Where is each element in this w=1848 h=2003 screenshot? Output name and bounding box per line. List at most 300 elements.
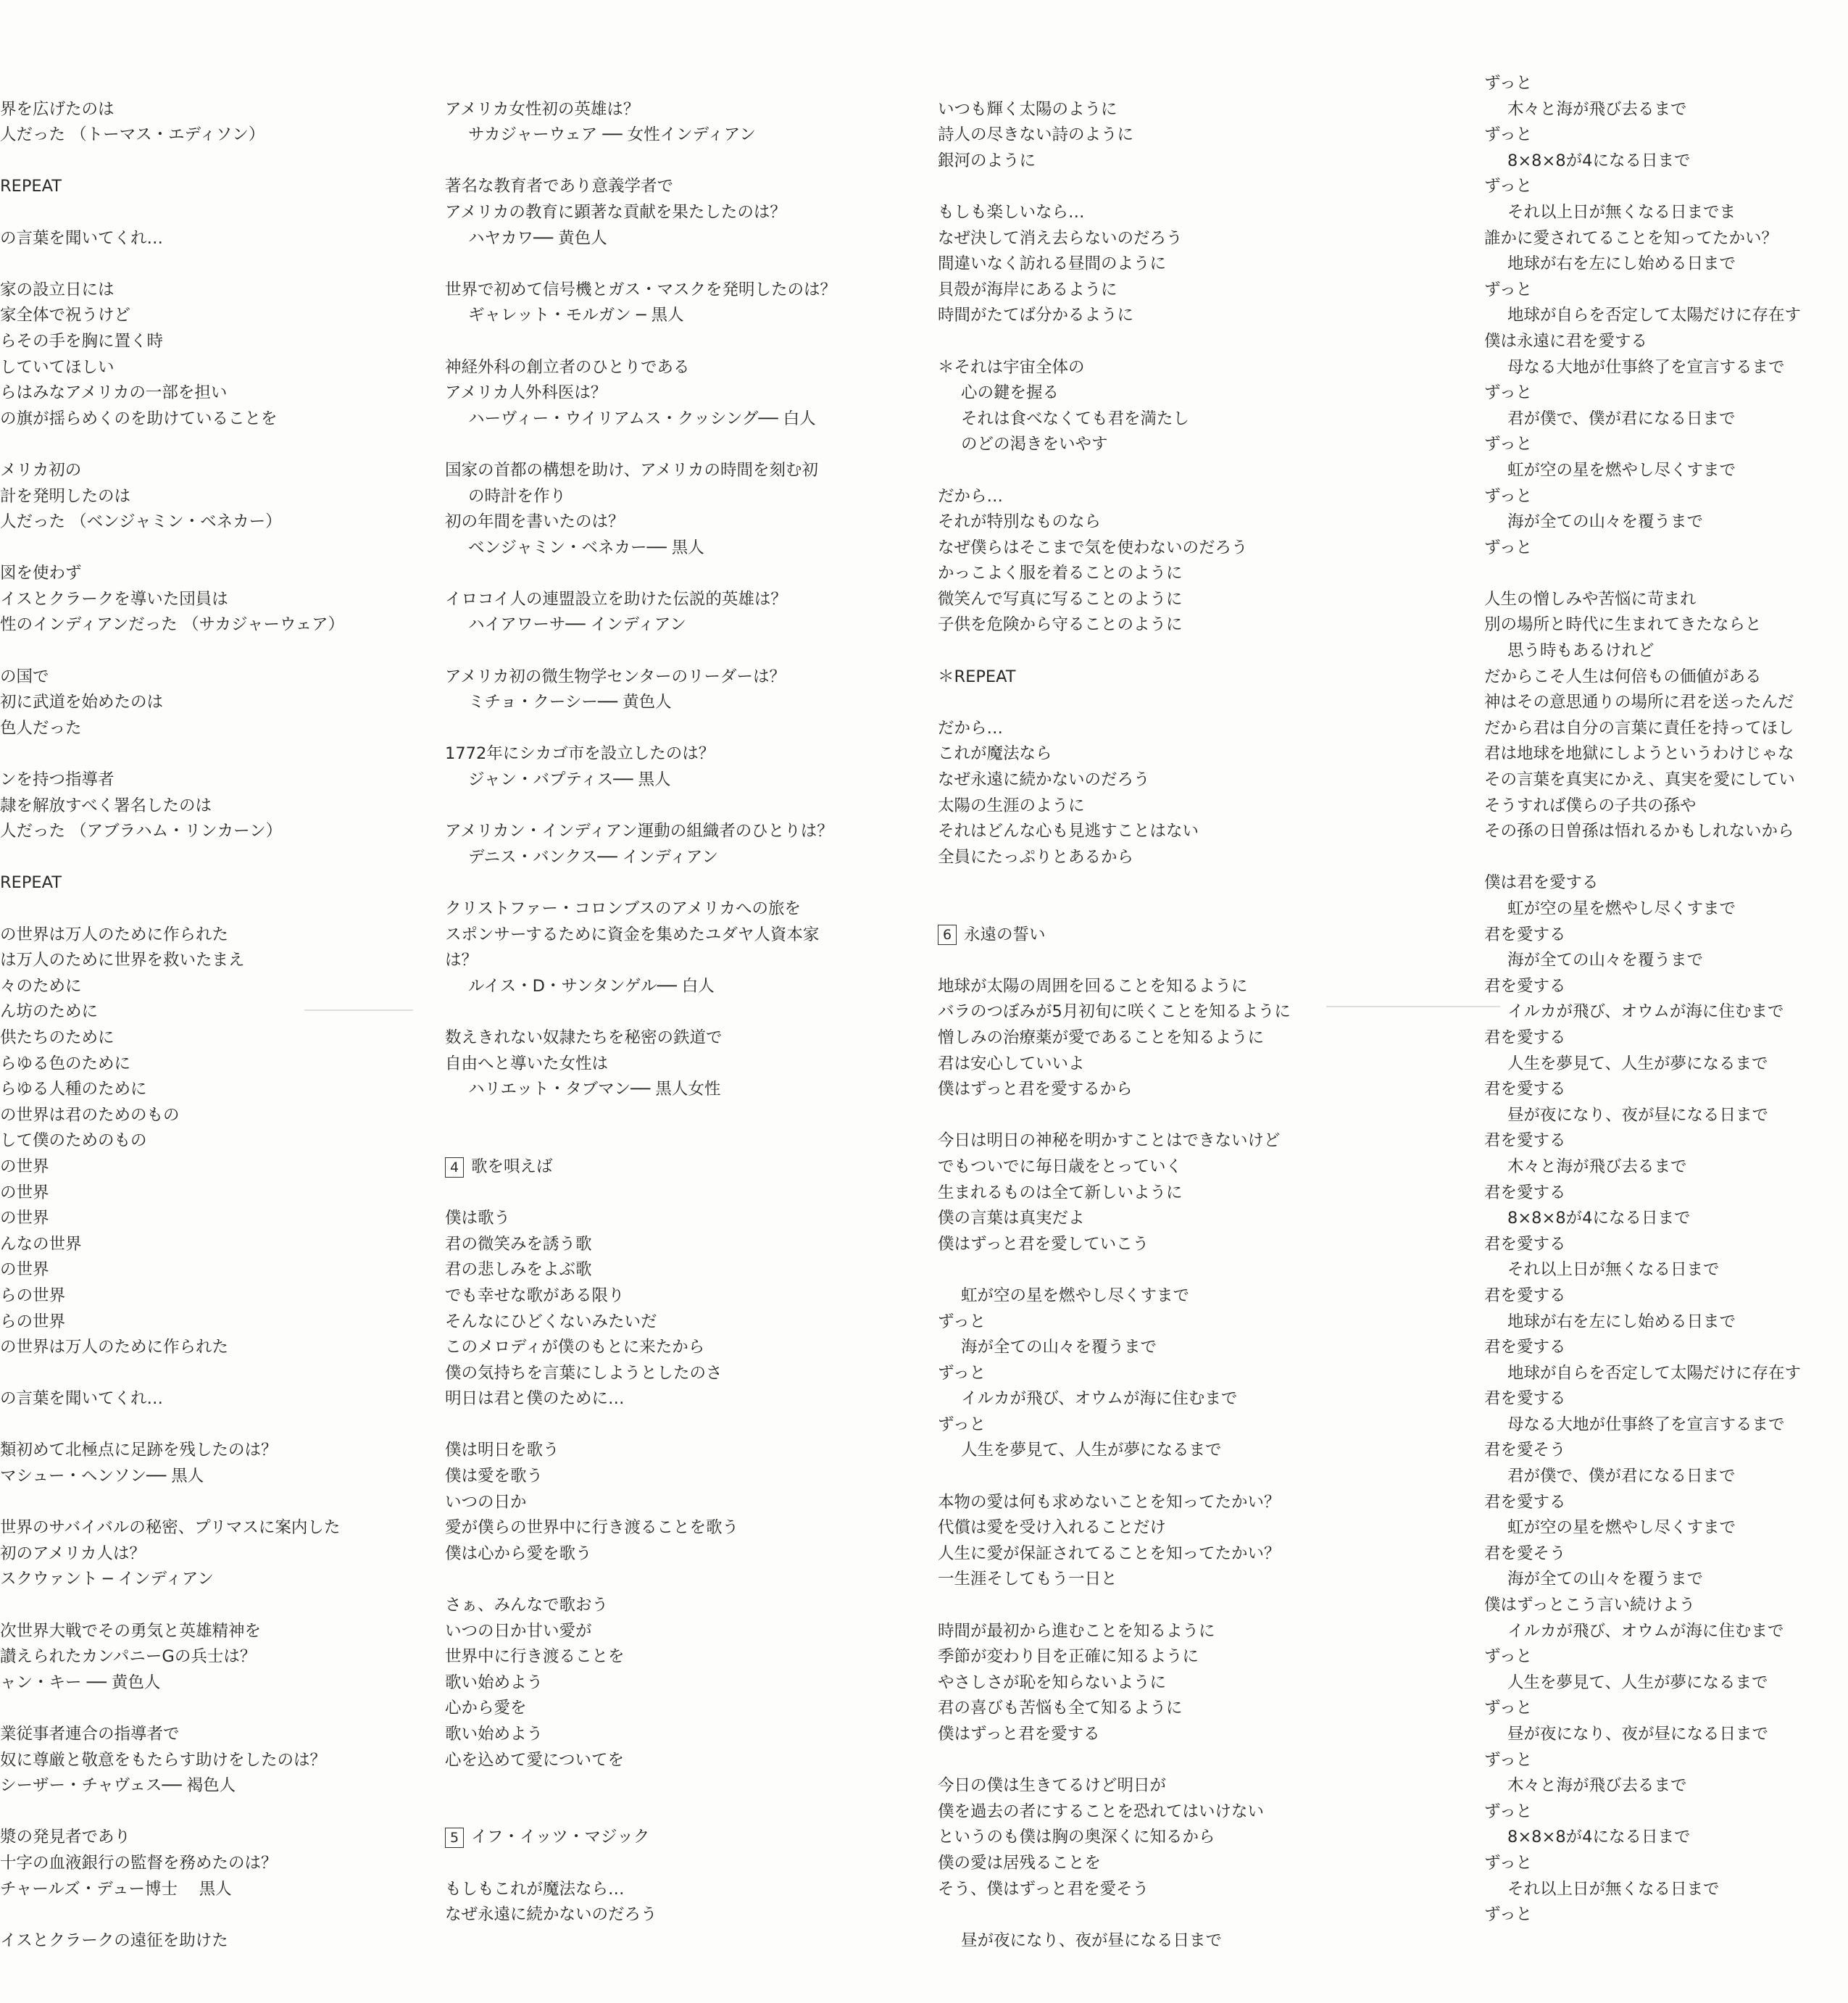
lyric-line: 図を使わず [0,564,82,583]
lyric-line: イスとクラークの遠征を助けた [0,1931,228,1950]
lyric-line: 詩人の尽きない詩のように [938,125,1134,145]
lyric-line: 虹が空の星を燃やし尽くすまで [1507,899,1736,918]
lyric-line: 母なる大地が仕事終了を宣言するまで [1507,1415,1785,1434]
lyric-line: 間違いなく訪れる昼間のように [938,254,1167,274]
lyric-line: 人生に愛が保証されてることを知ってたかい？ [938,1544,1281,1563]
blank-line [938,638,1402,665]
lyric-line: 昼が夜になり、夜が昼になる日まで [961,1931,1223,1950]
lyric-line: 君を愛する [1484,1234,1566,1254]
lyric-line: 君は安心していいよ [938,1054,1085,1073]
lyric-line: らゆる人種のために [0,1080,147,1099]
lyric-line: それが特別なものなら [938,512,1102,532]
lyric-line: の世界 [0,1157,49,1176]
lyric-line: 海が全ての山々を覆うまで [1507,1570,1704,1589]
lyric-line: 君の微笑みを誘う歌 [445,1234,592,1254]
lyric-line: ハーヴィー・ウイリアムス・クッシング── 白人 [468,409,816,428]
lyric-line: ずっと [1484,1647,1533,1667]
lyric-line: 虹が空の星を燃やし尽くすまで [1507,1518,1736,1538]
lyric-line: それ以上日が無くなる日まで [1507,1260,1720,1280]
lyric-line: 心から愛を [445,1699,527,1718]
lyric-line: だから… [938,486,1004,506]
lyric-line: 隷を解放すべく署名したのは [0,796,212,815]
lyric-line: サカジャーウェア ── 女性インディアン [468,125,756,145]
blank-line [938,71,1402,97]
lyric-line: んなの世界 [0,1234,82,1254]
blank-line [0,1412,428,1438]
blank-line [938,174,1402,200]
lyric-line: 君の喜びも苦悩も全て知るように [938,1699,1183,1718]
blank-line [1484,845,1848,871]
lyric-line: 君を愛する [1484,1338,1566,1357]
lyric-line: 性のインディアンだった （サカジャーウェア） [0,615,345,635]
lyric-line: ずっと [938,1312,986,1331]
lyric-line: 神はその意思通りの場所に君を送ったんだ [1484,693,1794,712]
lyric-line: 昼が夜になり、夜が昼になる日まで [1507,1105,1769,1125]
lyric-line: クリストファー・コロンブスのアメリカへの旅を [445,899,801,918]
lyric-line: かっこよく服を着ることのように [938,564,1183,583]
lyric-line: その孫の日曽孫は悟れるかもしれないから [1484,822,1794,841]
lyric-line: 歌い始めよう [445,1725,544,1744]
lyric-line: 君が僕で、僕が君になる日まで [1507,409,1736,428]
lyric-line: 僕の言葉は真実だよ [938,1209,1085,1228]
lyric-line: 十字の血液銀行の監督を務めたのは？ [0,1853,278,1873]
lyric-line: ンを持つ指導者 [0,770,115,790]
lyric-line: 太陽の生涯のように [938,796,1085,815]
lyric-line: らその手を胸に置く時 [0,331,164,351]
lyric-line: 地球が太陽の周囲を回ることを知るように [938,976,1248,996]
blank-line [938,1464,1402,1490]
lyric-line: らゆる色のために [0,1054,131,1073]
lyric-line: 君を愛そう [1484,1544,1566,1563]
lyrics-column-4 [1484,71,1848,1928]
lyric-line: 自由へと導いた女性は [445,1054,609,1073]
lyric-line: REPEAT [0,873,62,893]
lyric-line: 僕は永遠に君を愛する [1484,331,1648,351]
blank-line [0,845,428,871]
blank-line [0,1902,428,1928]
blank-line [445,1851,909,1877]
lyric-line: 時間が最初から進むことを知るように [938,1621,1215,1641]
lyric-line: シーザー・チャヴェス── 褐色人 [0,1776,236,1796]
lyric-line: の言葉を聞いてくれ… [0,228,164,248]
blank-line [1484,561,1848,587]
lyric-line: さぁ、みんなで歌おう [445,1596,609,1615]
lyric-line: 明日は君と僕のために… [445,1389,625,1409]
lyric-line: だから君は自分の言葉に責任を持ってほし [1484,718,1794,738]
lyric-line: なぜ決して消え去らないのだろう [938,228,1183,248]
lyric-line: 業従事者連合の指導者で [0,1725,180,1744]
lyric-line: ずっと [1484,74,1533,93]
lyric-line: 君を愛する [1484,1183,1566,1202]
lyric-line: の世界は万人のために作られた [0,1338,229,1357]
lyric-line: 人だった （トーマス・エディソン） [0,125,265,145]
lyric-line: ルイス・D・サンタンゲル── 白人 [468,976,715,996]
lyric-line: 本物の愛は何も求めないことを知ってたかい？ [938,1492,1281,1512]
lyric-line: 心を込めて愛についてを [445,1750,625,1770]
lyric-line: 君を愛する [1484,1389,1566,1409]
lyric-line: ギャレット・モルガン ─ 黒人 [468,306,684,325]
lyric-line: 類初めて北極点に足跡を残したのは？ [0,1441,278,1460]
lyric-line: 僕はずっと君を愛するから [938,1080,1133,1099]
lyric-line: このメロディが僕のもとに来たから [445,1338,705,1357]
lyric-line: ずっと [938,1363,986,1383]
lyric-line: 心の鍵を握る [961,383,1060,403]
blank-line [445,1567,909,1593]
lyric-line: の世界 [0,1183,49,1202]
lyric-line: 1772年にシカゴ市を設立したのは？ [445,744,715,764]
lyric-line: でもついでに毎日歳をとっていく [938,1157,1183,1176]
lyric-line: 昼が夜になり、夜が昼になる日まで [1507,1725,1769,1744]
lyric-line: ずっと [1484,1750,1533,1770]
lyric-line: 初の年間を書いたのは？ [445,512,625,532]
blank-line [938,1257,1402,1283]
lyric-line: 木々と海が飛び去るまで [1507,1776,1687,1796]
lyrics-column-2 [445,71,909,1928]
lyric-line: だから… [938,718,1004,738]
lyric-line: やさしさが恥を知らないように [938,1673,1167,1692]
section-title: イフ・イッツ・マジック [471,1828,650,1847]
lyric-line: 家全体で祝うけど [0,306,131,325]
lyric-line: ャン・キー ── 黄色人 [0,1673,161,1692]
lyric-line: ずっと [1484,177,1533,196]
lyric-line: 人生を夢見て、人生が夢になるまで [961,1441,1222,1460]
lyric-line: 君の悲しみをよぶ歌 [445,1260,592,1280]
lyric-line: ずっと [1484,383,1533,403]
blank-line [445,432,909,458]
blank-line [0,251,428,278]
lyric-line: 初に武道を始めたのは [0,693,164,712]
lyric-line: 貝殻が海岸にあるように [938,280,1117,299]
lyric-line: 母なる大地が仕事終了を宣言するまで [1507,357,1785,377]
lyric-line: それ以上日が無くなる日まで [1507,1879,1720,1899]
lyric-line: 僕は明日を歌う [445,1441,559,1460]
lyric-line: 家の設立日には [0,280,115,299]
blank-line [445,716,909,742]
lyric-line: 人生を夢見て、人生が夢になるまで [1507,1054,1768,1073]
lyric-line: のどの渇きをいやす [961,435,1108,454]
blank-line [0,1593,428,1619]
section-title: 永遠の誓い [964,925,1046,944]
lyric-line: 木々と海が飛び去るまで [1507,99,1687,119]
lyric-line: 君を愛そう [1484,1441,1566,1460]
lyric-line: 地球が自らを否定して太陽だけに存在す [1507,1363,1802,1383]
lyric-line: 界を広げたのは [0,99,115,119]
lyric-line: ベンジャミン・ベネカー── 黒人 [468,538,704,557]
blank-line [0,536,428,562]
lyric-line: 代償は愛を受け入れることだけ [938,1518,1167,1538]
lyric-line: 君は地球を地獄にしようというわけじゃな [1484,744,1794,764]
blank-line [445,638,909,665]
lyric-line: そう、僕はずっと君を愛そう [938,1879,1149,1899]
blank-line [445,1412,909,1438]
lyric-line: の時計を作り [468,486,567,506]
lyric-line: 君を愛する [1484,1028,1566,1047]
lyric-line: いつの日か甘い愛が [445,1621,592,1641]
lyric-line: 僕は愛を歌う [445,1467,544,1486]
lyric-line: 別の場所と時代に生まれてきたならと [1484,615,1762,635]
lyric-line: 君を愛する [1484,925,1566,944]
blank-line [938,870,1402,896]
lyric-line: していてほしい [0,357,115,377]
lyric-line: 微笑んで写真に写ることのように [938,589,1183,609]
lyric-line: 憎しみの治療薬が愛であることを知るように [938,1028,1265,1047]
lyric-line: イルカが飛び、オウムが海に住むまで [1507,1002,1784,1022]
lyric-line: 一生涯そしてもう一日と [938,1570,1117,1589]
lyric-line: 色人だった [0,718,82,738]
lyric-line: 誰かに愛されてることを知ってたかい？ [1484,228,1778,248]
lyric-line: ＊それは宇宙全体の [938,357,1085,377]
lyric-line: の国で [0,667,49,686]
lyric-line: 今日は明日の神秘を明かすことはできないけど [938,1131,1281,1151]
lyric-line: もしも楽しいなら… [938,202,1085,222]
lyric-line: それはどんな心も見逃すことはない [938,822,1199,841]
section-heading [938,923,1402,949]
lyric-line: それは食べなくても君を満たし [961,409,1190,428]
lyric-line: でも幸せな歌がある限り [445,1286,625,1305]
lyrics-column-1 [0,71,428,1954]
lyric-line: アメリカ初の微生物学センターのリーダーは？ [445,667,786,686]
lyric-line: ハイアワーサ── インディアン [468,615,686,635]
lyric-line: ずっと [1484,435,1533,454]
lyric-line: アメリカン・インディアン運動の組織者のひとりは？ [445,822,833,841]
blank-line [0,432,428,458]
lyric-line: イスとクラークを導いた団員は [0,589,228,609]
blank-line [445,251,909,278]
blank-line [0,741,428,767]
blank-line [445,1799,909,1825]
lyric-line: 君を愛する [1484,1286,1566,1305]
lyric-line: の世界は君のためのもの [0,1105,180,1125]
lyric-line: イルカが飛び、オウムが海に住むまで [961,1389,1238,1409]
blank-line [445,561,909,587]
blank-line [938,948,1402,974]
lyric-line: 君を愛する [1484,1492,1566,1512]
blank-line [0,200,428,226]
section-heading [445,1825,909,1851]
lyric-line: チャールズ・デュー博士 黒人 [0,1879,232,1899]
lyric-line: は？ [445,951,478,970]
blank-line [445,149,909,175]
track-number: 5 [445,1828,464,1848]
lyric-line: アメリカ女性初の英雄は？ [445,99,640,119]
lyric-line: 時間がたてば分かるように [938,306,1134,325]
lyric-line: だからこそ人生は何倍もの価値がある [1484,667,1762,686]
lyric-line: ずっと [1484,1905,1533,1925]
lyric-line: の世界 [0,1260,49,1280]
lyric-line: 供たちのために [0,1028,115,1047]
lyrics-column-3 [938,71,1402,1954]
lyric-line: 僕の気持ちを言葉にしようとしたのさ [445,1363,723,1383]
lyric-line: スポンサーするために資金を集めたユダヤ人資本家 [445,925,820,944]
lyric-line: ミチョ・クーシー── 黄色人 [468,693,672,712]
lyric-line: いつも輝く太陽のように [938,99,1117,119]
blank-line [0,638,428,665]
lyric-line: 奴に尊厳と敬意をもたらす助けをしたのは？ [0,1750,327,1770]
lyric-line: ずっと [1484,486,1533,506]
lyric-line: ずっと [1484,1699,1533,1718]
lyric-line: なぜ永遠に続かないのだろう [445,1905,657,1925]
blank-line [445,1103,909,1129]
lyric-line: というのも僕は胸の奥深くに知るから [938,1828,1215,1847]
lyric-line: マシュー・ヘンソン── 黒人 [0,1467,204,1486]
blank-line [0,71,428,97]
lyric-line: 生まれるものは全て新しいように [938,1183,1183,1202]
lyric-line: ＊REPEAT [938,667,1016,686]
section-heading [445,1154,909,1180]
lyric-line: 讃えられたカンパニーGの兵士は？ [0,1647,257,1667]
lyric-line: 僕は心から愛を歌う [445,1544,592,1563]
lyric-line: なぜ永遠に続かないのだろう [938,770,1150,790]
blank-line [938,329,1402,355]
lyric-line: ジャン・バプティス── 黒人 [468,770,671,790]
lyric-line: メリカ初の [0,460,82,480]
lyric-line: これが魔法なら [938,744,1052,764]
lyric-line: その言葉を真実にかえ、真実を愛にしてい [1484,770,1795,790]
blank-line [938,1103,1402,1129]
lyric-line: ずっと [1484,538,1533,557]
lyric-line: アメリカ人外科医は？ [445,383,607,403]
lyric-line: なぜ僕らはそこまで気を使わないのだろう [938,538,1248,557]
lyric-line: 国家の首都の構想を助け、アメリカの時間を刻む初 [445,460,819,480]
lyric-line: 子供を危険から守ることのように [938,615,1183,635]
lyric-line: 地球が右を左にし始める日まで [1507,254,1736,274]
lyric-line: 著名な教育者であり意義学者で [445,177,674,196]
lyric-line: REPEAT [0,177,62,196]
lyric-line: スクウァント ─ インディアン [0,1570,214,1589]
lyric-line: 僕はずっとこう言い続けよう [1484,1596,1696,1615]
blank-line [445,999,909,1025]
lyric-line: ずっと [938,1415,986,1434]
lyric-line: イロコイ人の連盟設立を助けた伝説的英雄は？ [445,589,787,609]
blank-line [938,690,1402,716]
lyric-line: ハリエット・タブマン── 黒人女性 [468,1080,721,1099]
lyric-line: の世界は万人のために作られた [0,925,229,944]
lyric-line: もしもこれが魔法なら… [445,1879,625,1899]
lyric-line: 僕はずっと君を愛していこう [938,1234,1149,1254]
lyric-line: 次世界大戦でその勇気と英雄精神を [0,1621,262,1641]
lyric-line: 人だった （アブラハム・リンカーン） [0,822,283,841]
track-number: 4 [445,1157,464,1178]
lyric-line: 木々と海が飛び去るまで [1507,1157,1687,1176]
blank-line [938,1902,1402,1928]
lyric-line: デニス・バンクス── インディアン [468,847,718,867]
lyric-line: 思う時もあるけれど [1507,641,1655,661]
lyric-line: 人だった （ベンジャミン・ベネカー） [0,512,282,532]
blank-line [0,1799,428,1825]
blank-line [445,794,909,820]
lyric-line: は万人のために世界を救いたまえ [0,951,245,970]
lyric-line: 8×8×8が4になる日まで [1507,1209,1691,1228]
lyric-line: 漿の発見者であり [0,1828,131,1847]
blank-line [445,870,909,896]
lyric-line: 虹が空の星を燃やし尽くすまで [1507,460,1736,480]
lyric-line: 初のアメリカ人は？ [0,1544,146,1563]
lyric-line: ずっと [1484,280,1533,299]
lyric-line: 地球が自らを否定して太陽だけに存在す [1507,306,1802,325]
lyric-line: 世界中に行き渡ることを [445,1647,625,1667]
lyric-line: 世界で初めて信号機とガス・マスクを発明したのは？ [445,280,837,299]
blank-line [445,1128,909,1154]
lyric-line: して僕のためのもの [0,1131,147,1151]
lyric-line: 全員にたっぷりとあるから [938,847,1134,867]
lyric-line: 君を愛する [1484,1080,1566,1099]
lyric-line: ハヤカワ── 黄色人 [468,228,607,248]
blank-line [0,1490,428,1516]
lyric-line: の言葉を聞いてくれ… [0,1389,164,1409]
lyric-line: 今日の僕は生きてるけど明日が [938,1776,1167,1796]
blank-line [938,458,1402,484]
blank-line [0,896,428,923]
lyric-line: 人生の憎しみや苦悩に苛まれ [1484,589,1697,609]
lyric-line: 海が全ての山々を覆うまで [961,1338,1157,1357]
lyric-line: バラのつぼみが5月初旬に咲くことを知るように [938,1002,1291,1022]
lyric-line: 虹が空の星を燃やし尽くすまで [961,1286,1190,1305]
blank-line [938,1748,1402,1774]
lyric-line: ずっと [1484,125,1533,145]
lyric-line: アメリカの教育に顕著な貢献を果たしたのは？ [445,202,786,222]
lyric-line: そんなにひどくないみたいだ [445,1312,657,1331]
lyric-line: 僕は君を愛する [1484,873,1599,893]
lyric-line: の世界 [0,1209,49,1228]
lyric-line: 8×8×8が4になる日まで [1507,151,1691,170]
lyric-line: ずっと [1484,1853,1533,1873]
lyric-line: 海が全ての山々を覆うまで [1507,512,1704,532]
lyric-line: らはみなアメリカの一部を担い [0,383,228,403]
lyric-line: 々のために [0,976,82,996]
lyric-line: 人生を夢見て、人生が夢になるまで [1507,1673,1768,1692]
blank-line [445,1773,909,1799]
lyric-line: 海が全ての山々を覆うまで [1507,951,1704,970]
lyric-line: 僕はずっと君を愛する [938,1725,1100,1744]
lyric-line: 数えきれない奴隷たちを秘密の鉄道で [445,1028,723,1047]
blank-line [938,1593,1402,1619]
lyric-line: 神経外科の創立者のひとりである [445,357,690,377]
lyric-line: 愛が僕らの世界中に行き渡ることを歌う [445,1518,739,1538]
lyric-line: 8×8×8が4になる日まで [1507,1828,1691,1847]
blank-line [938,896,1402,923]
lyric-line: らの世界 [0,1312,66,1331]
lyric-line: 歌い始めよう [445,1673,544,1692]
lyric-line: そうすれば僕らの子共の孫や [1484,796,1697,815]
blank-line [445,329,909,355]
blank-line [0,149,428,175]
lyric-line: 銀河のように [938,151,1036,170]
lyric-line: それ以上日が無くなる日までま [1507,202,1736,222]
lyric-line: ずっと [1484,1802,1533,1821]
lyric-line: 僕は歌う [445,1209,511,1228]
blank-line [0,1361,428,1387]
lyric-line: イルカが飛び、オウムが海に住むまで [1507,1621,1784,1641]
lyric-line: 世界のサバイバルの秘密、プリマスに案内した [0,1518,341,1538]
track-number: 6 [938,925,957,945]
lyric-line: 季節が変わり目を正確に知るように [938,1647,1199,1667]
lyric-line: の旗が揺らめくのを助けていることを [0,409,278,428]
blank-line [445,1180,909,1207]
lyric-line: 僕を過去の者にすることを恐れてはいけない [938,1802,1265,1821]
lyric-line: 君を愛する [1484,1131,1566,1151]
fold-crease [1326,1006,1500,1007]
lyric-line: 君が僕で、僕が君になる日まで [1507,1467,1736,1486]
section-title: 歌を唄えば [471,1157,553,1176]
lyric-line: 地球が右を左にし始める日まで [1507,1312,1736,1331]
lyric-line: 君を愛する [1484,976,1566,996]
lyric-line: 計を発明したのは [0,486,131,506]
blank-line [0,1696,428,1722]
lyric-line: 僕の愛は居残ることを [938,1853,1102,1873]
fold-crease [304,1009,413,1011]
lyric-line: らの世界 [0,1286,66,1305]
lyric-line: ん坊のために [0,1002,99,1022]
